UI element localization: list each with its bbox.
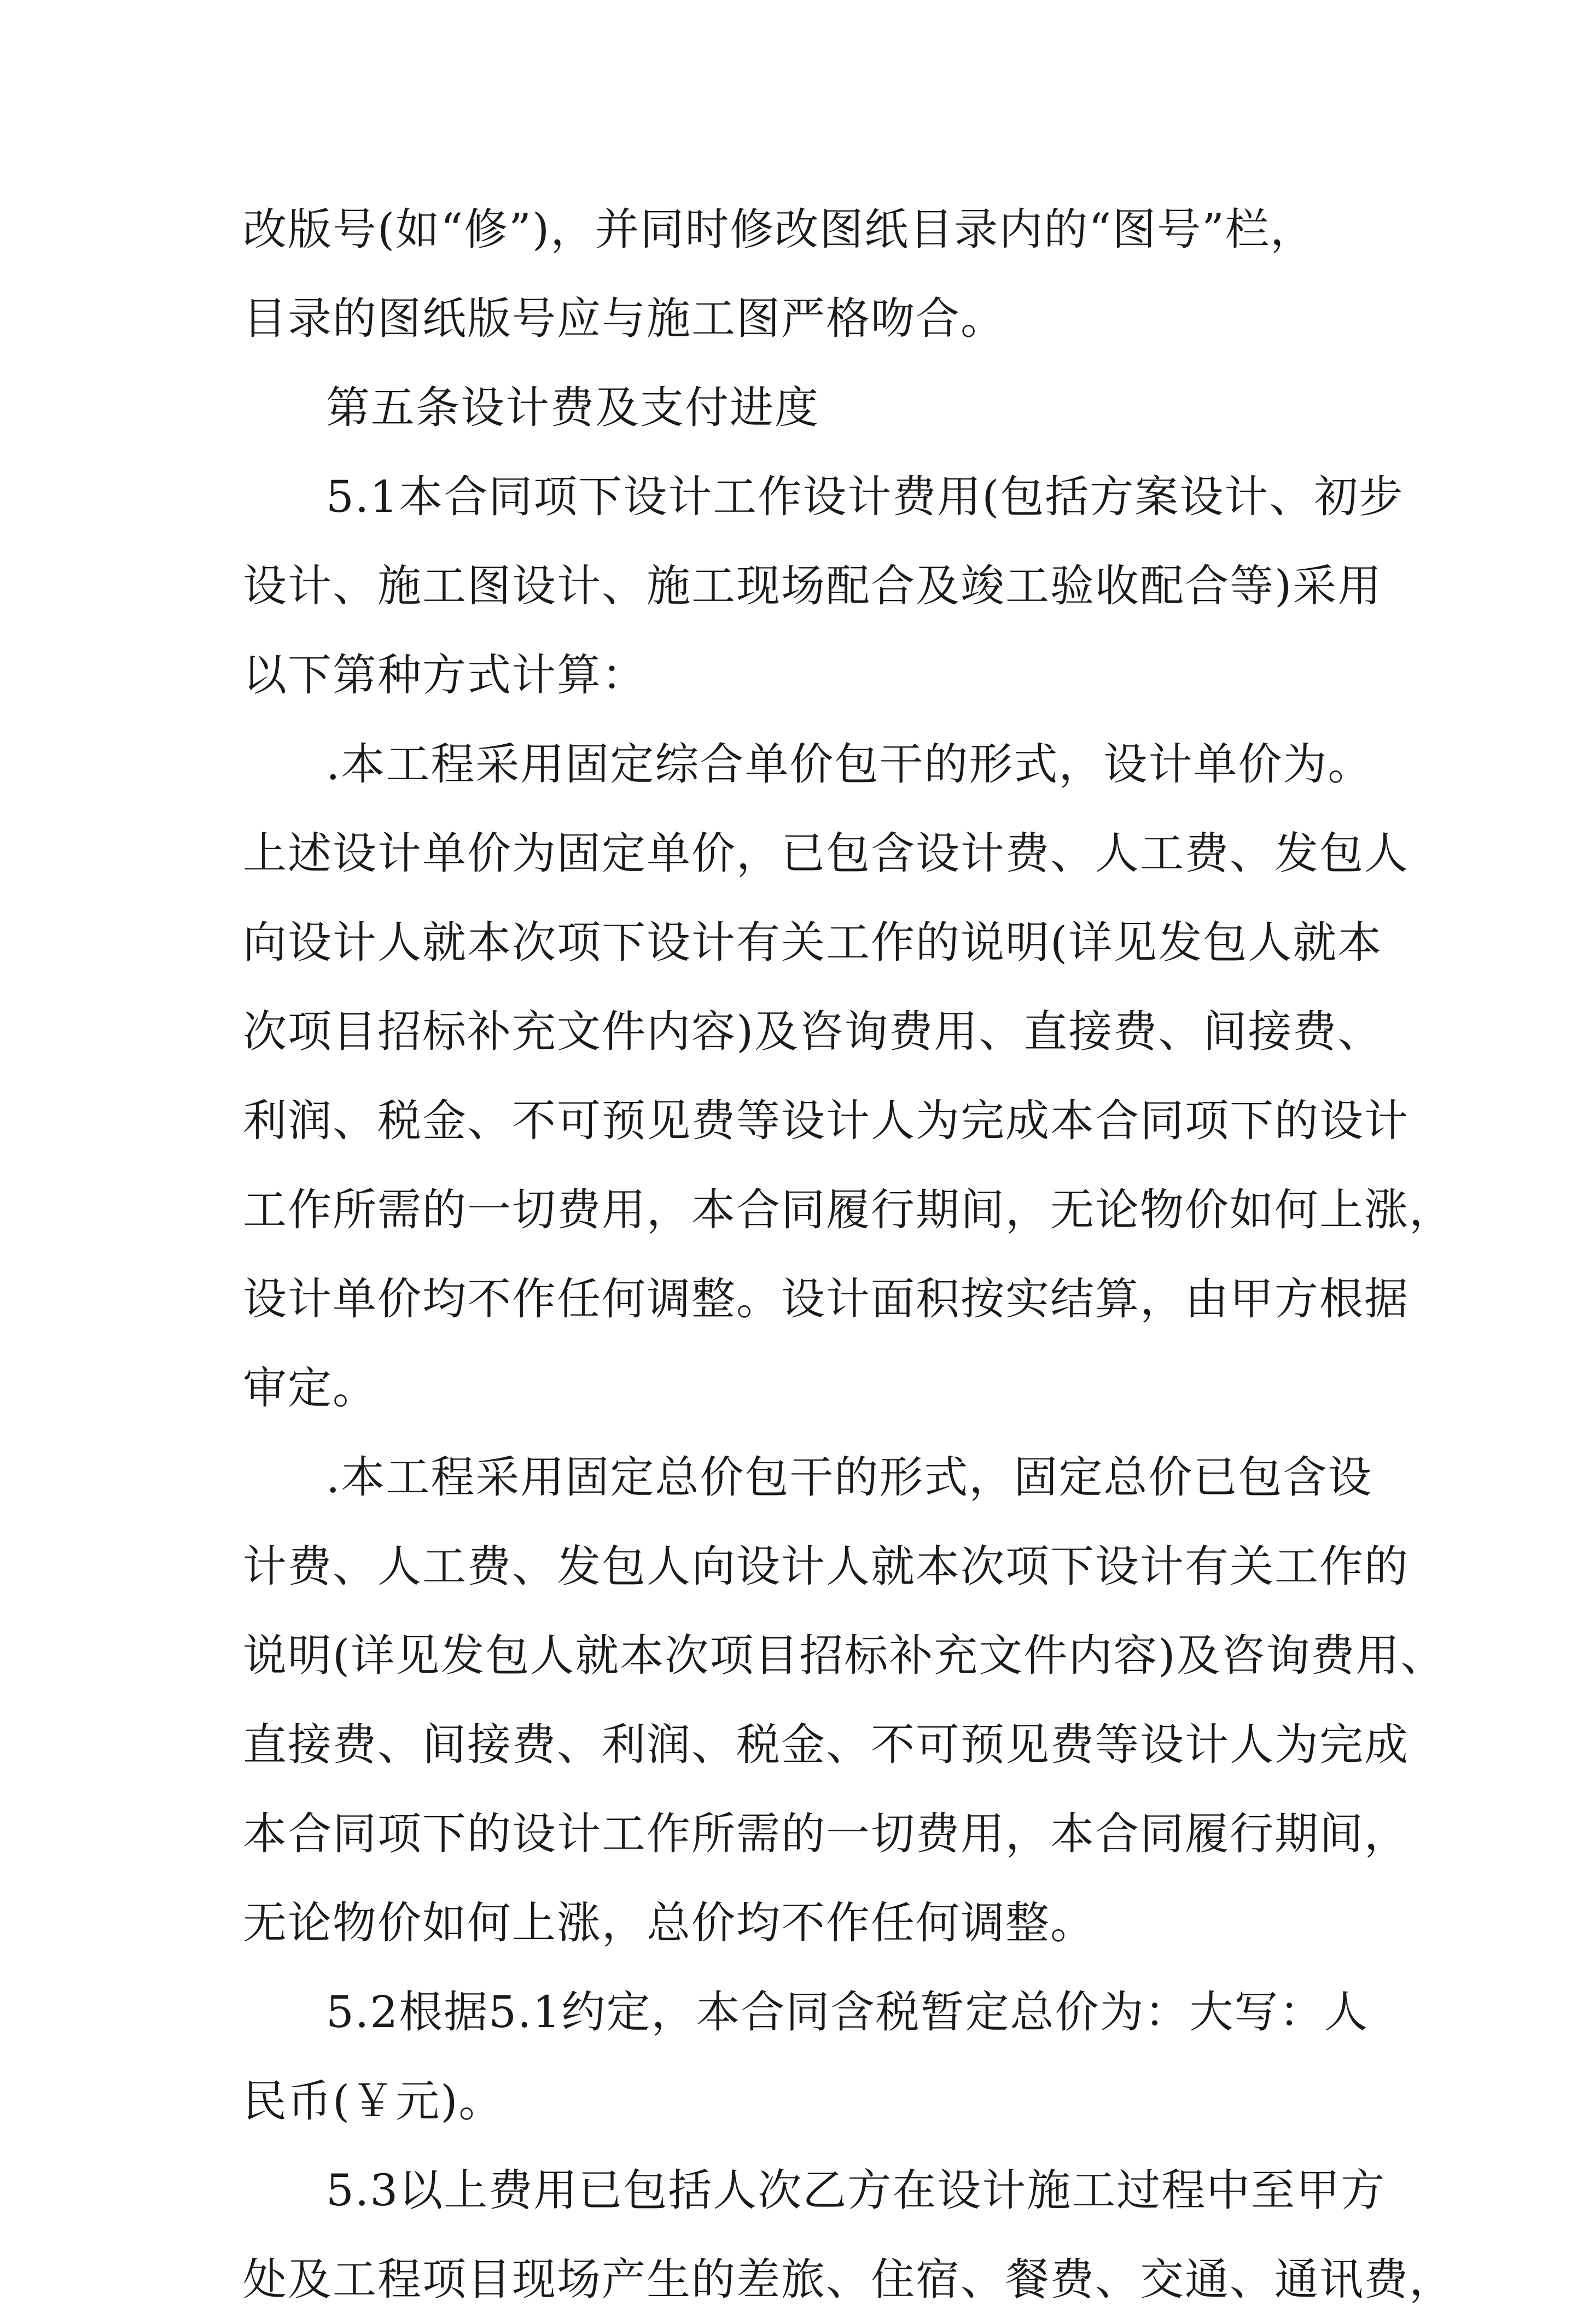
document-body	[243, 185, 1454, 2324]
text-line: 设计单价均不作任何调整。设计面积按实结算，由甲方根据	[243, 1274, 1409, 1324]
option-unit-price-start: .本工程采用固定综合单价包干的形式，设计单价为。	[326, 739, 1373, 790]
text-line: 以下第种方式计算：	[243, 650, 647, 700]
text-line: 民币(￥元)。	[243, 2076, 504, 2127]
text-line: 上述设计单价为固定单价，已包含设计费、人工费、发包人	[243, 828, 1409, 879]
text-line: 无论物价如何上涨，总价均不作任何调整。	[243, 1897, 1095, 1948]
text-line: 审定。	[243, 1363, 377, 1414]
clause-5-2-start: 5.2根据5.1约定，本合同含税暂定总价为：大写：人	[326, 1987, 1369, 2037]
section-heading: 第五条设计费及支付进度	[326, 382, 819, 433]
text-line: 工作所需的一切费用，本合同履行期间，无论物价如何上涨，	[243, 1184, 1454, 1235]
option-total-price-start: .本工程采用固定总价包干的形式，固定总价已包含设	[326, 1452, 1373, 1503]
text-line: 利润、税金、不可预见费等设计人为完成本合同项下的设计	[243, 1095, 1409, 1146]
text-line: 本合同项下的设计工作所需的一切费用，本合同履行期间，	[243, 1808, 1409, 1859]
text-line: 说明(详见发包人就本次项目招标补充文件内容)及咨询费用、	[243, 1630, 1446, 1681]
clause-5-1-start: 5.1本合同项下设计工作设计费用(包括方案设计、初步	[326, 471, 1404, 522]
clause-5-3-start: 5.3以上费用已包括人次乙方在设计施工过程中至甲方	[326, 2165, 1386, 2216]
text-line: 次项目招标补充文件内容)及咨询费用、直接费、间接费、	[243, 1006, 1383, 1057]
text-line: 向设计人就本次项下设计有关工作的说明(详见发包人就本	[243, 917, 1383, 968]
text-line: 目录的图纸版号应与施工图严格吻合。	[243, 293, 1005, 344]
text-line: 计费、人工费、发包人向设计人就本次项下设计有关工作的	[243, 1541, 1409, 1592]
text-line: 处及工程项目现场产生的差旅、住宿、餐费、交通、通讯费，	[243, 2254, 1454, 2305]
text-line: 直接费、间接费、利润、税金、不可预见费等设计人为完成	[243, 1719, 1409, 1770]
text-line: 设计、施工图设计、施工现场配合及竣工验收配合等)采用	[243, 560, 1383, 611]
text-line: 改版号(如“修”)，并同时修改图纸目录内的“图号”栏，	[243, 204, 1316, 255]
